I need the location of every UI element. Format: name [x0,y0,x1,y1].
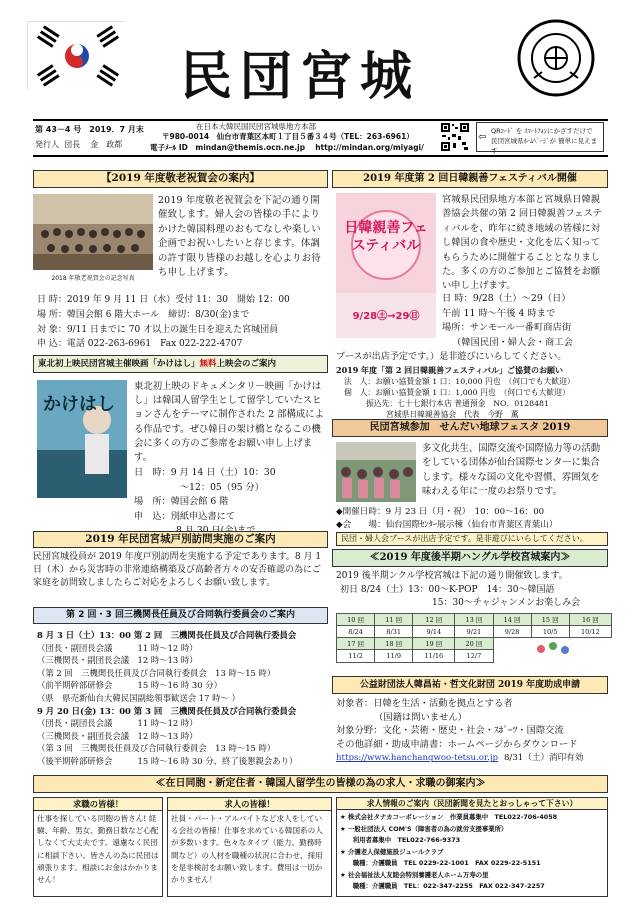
sponsor-corporate: 法 人：お願い協賛金額 1 口：10,000 円也 （何口でも大歓迎） [344,377,575,386]
koseki-body: 民団宮城役員が 2019 年度戸別訪問を実施する予定であります。8 月 1 日（木）から災害時の非常連絡構築及び高齢者方々の安否確認の為にご家庭を訪問致しましたらご対応をよろしくお願い致します。 [33,552,322,588]
movie-date: 日 時：9 月 14 日（土）10：30 [134,467,276,478]
header-rule-top [33,119,608,121]
movie-place: 場 所：韓国会館 6 階 [134,496,229,507]
keiro-body: 2019 年度敬老祝賀会を下記の通り開催致します。婦人会の皆様の手によりかけた韓国料理のおもてなしや楽しい企画でお祝いしたいと存じます。体調の許す限り皆様のお越しを心よりお待ち申し上げます。 [158,195,321,279]
meeting-line: （団長・副団長会議 11 時～12 時） [37,718,198,729]
job-listings [337,810,607,895]
table-header: 19 回 [413,638,455,650]
table-header: 13 回 [455,614,493,626]
chikyu-photo [336,442,416,502]
table-header: 15 回 [531,614,569,626]
festival-details [442,292,608,350]
table-header: 11 回 [375,614,413,626]
festival-header: 2019 年度第 2 回日韓親善フェスティバル開催 [332,170,608,188]
chikyu-place: ◆会 場：仙台国際ｾﾝﾀｰ展示棟（仙台市青葉区青葉山） [336,519,558,530]
sponsor-account: 宮城県日韓親善協会 代表 今野 薫 [386,410,519,419]
table-header: 17 回 [337,638,375,650]
meeting-line: （後半期幹部研修会 15 時～16 時 30 分、終了後懇親会あり） [37,755,298,766]
movie-time: ～12：05（95 分） [180,481,264,493]
org-email[interactable]: 電子ﾒｰﾙ ID mindan@themis.ocn.ne.jp http://mindan.org/miyagi/ [150,143,424,152]
issue-number: 第 43－4 号 2019．7 月末 [35,125,144,134]
table-header: 18 回 [375,638,413,650]
keiro-photo-caption: 2018 年敬老祝賀会の記念写真 [51,275,135,282]
keiro-photo [33,194,153,280]
grant-field: 対象分野：文化・芸術・歴史・社会・ｽﾎﾟｰﾂ・国際交流 [336,725,564,737]
festival-sponsor [336,365,608,420]
job-seekers-title: 求職の皆様！ [34,798,162,811]
hangul-first-day: 初日 8/24（土）13：00～K-POP 14：30～韓国語 [340,584,555,595]
grant-deadline: 8/31（土）消印有効 [503,753,584,764]
festival-body: 宮城県民団県地方本部と宮城県日韓親善協会共催の第 2 回日韓親善フェスティバルを、昨年に続き地域の皆様に対し韓国の食や歴史・文化を広く知ってもらうために開催することとなりました。多くの方のご参加とご協賛をお願い申し上げます。 [442,194,602,292]
taegukgi-flag [27,21,125,89]
hangul-schedule-table [336,613,612,663]
grant-details [336,697,612,766]
chikyu-note: 民団・婦人会ブースが出店予定です。是非遊びにいらしてください。 [336,532,608,546]
table-cell: 11/9 [375,650,413,662]
festival-date: 日 時：9/28（土）～29（日） [442,293,571,304]
table-header: 10 回 [337,614,375,626]
meeting-line: （三機関長・副団長会議 12 時～13 時） [37,730,198,741]
movie-header: 東北初上映民団宮城主催映画「かけはし」無料上映会のご案内 [33,355,328,373]
chikyu-details [336,506,608,531]
festival-poster-title: 日韓親善フェスティバル [344,220,428,254]
keiro-apply: 申 込：電話 022-263-6961 Fax 022-222-4707 [37,339,243,350]
meeting-line: （第 3 回 三機関長任員及び合同執行委員会 13 時～15 時） [37,743,276,754]
keiro-date: 日 時：2019 年 9 月 11 日（水）受付 11：30 開始 12：00 [37,295,290,305]
sponsor-title: 2019 年度「第 2 回日韓親善フェスティバル」ご協賛のお願い [336,365,563,375]
list-item: 職種：介護職員 TEL：022-347-2255 FAX 022-347-2257 [340,882,545,890]
festival-poster-date: 9/28㊏→29㊐ [352,311,420,322]
table-cell: 11/16 [413,650,455,662]
chikyu-body: 多文化共生、国際交流や国際協力等の活動をしている団体が仙台国際センターに集合します。様々な国の文化や習慣、雰囲気を味わえる年に一度のお祭りです。 [422,443,601,498]
table-header: 20 回 [455,638,493,650]
org-address: 〒980-0014 仙台市青葉区本町１丁目５番３４号（TEL：263-6961） [162,132,414,141]
festival-place-note: （韓国民団・婦人会・商工会 [452,336,573,348]
list-item: ★ 介護老人保健施設ジュールクラブ [340,847,444,856]
table-decoration [493,638,611,663]
table-cell: 9/28 [493,626,531,638]
keiro-target: 対 象：9/11 日までに 70 才以上の誕生日を迎えた宮城団員 [37,324,279,335]
job-seekers-body: 仕事を探している同胞の皆さん! 経験、年齢、男女、勤務日数など心配しなくて大丈夫です。遠慮なく民団に相談下さい。皆さんの為に民団は頑張ります。相談にお金はかかりません！ [37,814,159,885]
hangul-header: ≪2019 年度後半期ハングル学校宮城案内≫ [332,549,608,567]
table-cell: 9/21 [455,626,493,638]
sponsor-individual: 個 人：お願い協賛金額 1 口：1,000 円也 （何口でも大歓迎） [344,388,570,397]
festival-place: 場所：サンモール一番町商店街 [442,322,572,333]
meeting-header: 第 2 回・3 回三機関長任員及び合同執行委員会のご案内 [33,607,328,624]
keiro-details [37,293,329,352]
job-seekers-box [33,797,163,897]
header-rule-bottom [33,155,608,157]
job-listings-title: 求人情報のご案内（民団新聞を見たとおっしゃって下さい） [337,798,607,810]
meeting-line: （前半期幹部研修会 15 時～16 時 30 分） [37,680,222,691]
keiro-place: 場 所：韓国会館 6 階大ホール 締切：8/30(金)まで [37,309,250,320]
meeting-line: （県 県売新仙台大韓民国副総領事歓送会 17 時～ ） [37,692,240,703]
festival-place-note2: ブースが出店予定です。）是非遊びにいらしてください。 [336,352,567,362]
table-cell: 8/24 [337,626,375,638]
keiro-header: 【2019 年度敬老祝賀会の案内】 [33,170,328,188]
list-item: ★ 社会福祉法人友睦会特別養護老人ホーム万寿の里 [340,870,489,879]
employers-box [167,797,332,897]
table-header: 14 回 [493,614,531,626]
jobs-banner: ≪在日同胞・新定住者・韓国人留学生の皆様の為の求人・求職の御案内≫ [33,775,608,793]
chikyu-header: 民団宮城参加 せんだい地球フェスタ 2019 [332,419,608,437]
sponsor-bank: 振込先：七十七銀行本店 普通預金 NO．0128481 [366,399,549,408]
hangul-first-day-2: 15：30～チャジャンメンお楽しみ会 [432,598,581,608]
movie-poster-title: かけはし [43,394,115,415]
list-item: ★ 株式会社タナカコーポレーション 作業員募集中 TEL022-706-4058 [340,813,558,821]
movie-details [134,466,329,539]
grant-nationality: （国籍は問いません） [374,711,467,723]
job-listings-box [336,797,608,897]
qr-note: QRｺｰﾄﾞ を ｽﾏｰﾄﾌｫﾝにかざすだけで 民団宮城県ﾎｰﾑﾍﾟｰｼﾞが 簡単に見えます [476,122,604,152]
festival-time: 午前 11 時～午後 4 時まで [442,307,556,319]
table-cell: 11/2 [337,650,375,662]
publisher: 発行人 団長 金 政都 [35,140,123,149]
meeting-line: （第 2 回 三機関長任員及び合同執行委員会 13 時～15 時） [37,667,276,678]
table-cell: 8/31 [375,626,413,638]
festival-poster [336,193,436,338]
employers-title: 求人の皆様！ [168,798,331,811]
list-item: 利用者募集中 TEL022-766-9373 [340,836,461,844]
hangul-intro: 2019 後半期ンクル学校宮城は下記の通り開催致します。 [336,571,568,581]
table-cell: 12/7 [455,650,493,662]
mindan-emblem-icon [516,18,596,98]
meeting-line: （三機関長・副団長会議 12 時～13 時） [37,655,198,666]
table-cell: 9/14 [413,626,455,638]
table-header: 12 回 [413,614,455,626]
table-cell: 10/5 [531,626,569,638]
movie-body: 東北初上映のドキュメンタリー映画「かけはし」は韓国人留学生として留学していたスヒョンさんをテーマに制作された 2 部構成による作品です。ぜひ韓日の架け橋となるこの機会に多くの方のご参席をお願い申し上げます。 [134,381,325,464]
movie-apply: 申 込：別紙申込書にて [134,510,236,522]
table-header: 16 回 [569,614,611,626]
org-name: 在日本大韓民国民団宮城県地方本部 [196,122,316,131]
arrow-left-icon: ⇦ [478,132,487,143]
grant-header: 公益財団法人韓昌祐・哲文化財団 2019 年度助成申請 [332,676,608,694]
koseki-header: 2019 年民団宮城戸別訪問実施のご案内 [33,531,328,548]
list-item: 職種：介護職員 TEL 0229-22-1001 FAX 0229-22-5151 [340,859,541,867]
grant-target: 対象者：日韓を生活・活動を拠点とする者 [336,698,513,709]
meeting-line: （団長・副団長会議 11 時～12 時） [37,642,198,653]
grant-download: その他詳細・助成申請書：ホームページからダウンロード [336,738,578,750]
grant-url-link[interactable]: https://www.hanchangwoo-tetsu.or.jp [336,753,499,764]
hangul-info [336,570,608,611]
movie-poster [37,380,127,498]
meeting-schedule [37,629,329,768]
meeting-line: 9 月 20 日(金) 13：00 第 3 回 三機関長任員及び合同執行委員会 [37,705,297,716]
chikyu-date: ◆開催日時：9 月 23 日（月・祝） 10：00～16：00 [336,507,545,517]
meeting-line: 8 月 3 日（土）13：00 第 2 回 三機関長任員及び合同執行委員会 [37,630,297,640]
table-cell: 10/12 [569,626,611,638]
employers-body: 社員・パート・アルバイトなど求人をしている会社の皆様！仕事を求めている韓国系の人が多数います。色々なタイプ（能力、勤務時間など）の人材を職種の状況に合わせ、採用を是非検討をお願い致します。費用は一切かかりません！ [171,814,323,885]
qr-code-icon[interactable] [440,122,470,152]
list-item: ★ 一般社団法人 COM'S（障害者の為の就労支援事業所） [340,824,508,833]
masthead-title: 民団宮城 [180,47,421,107]
